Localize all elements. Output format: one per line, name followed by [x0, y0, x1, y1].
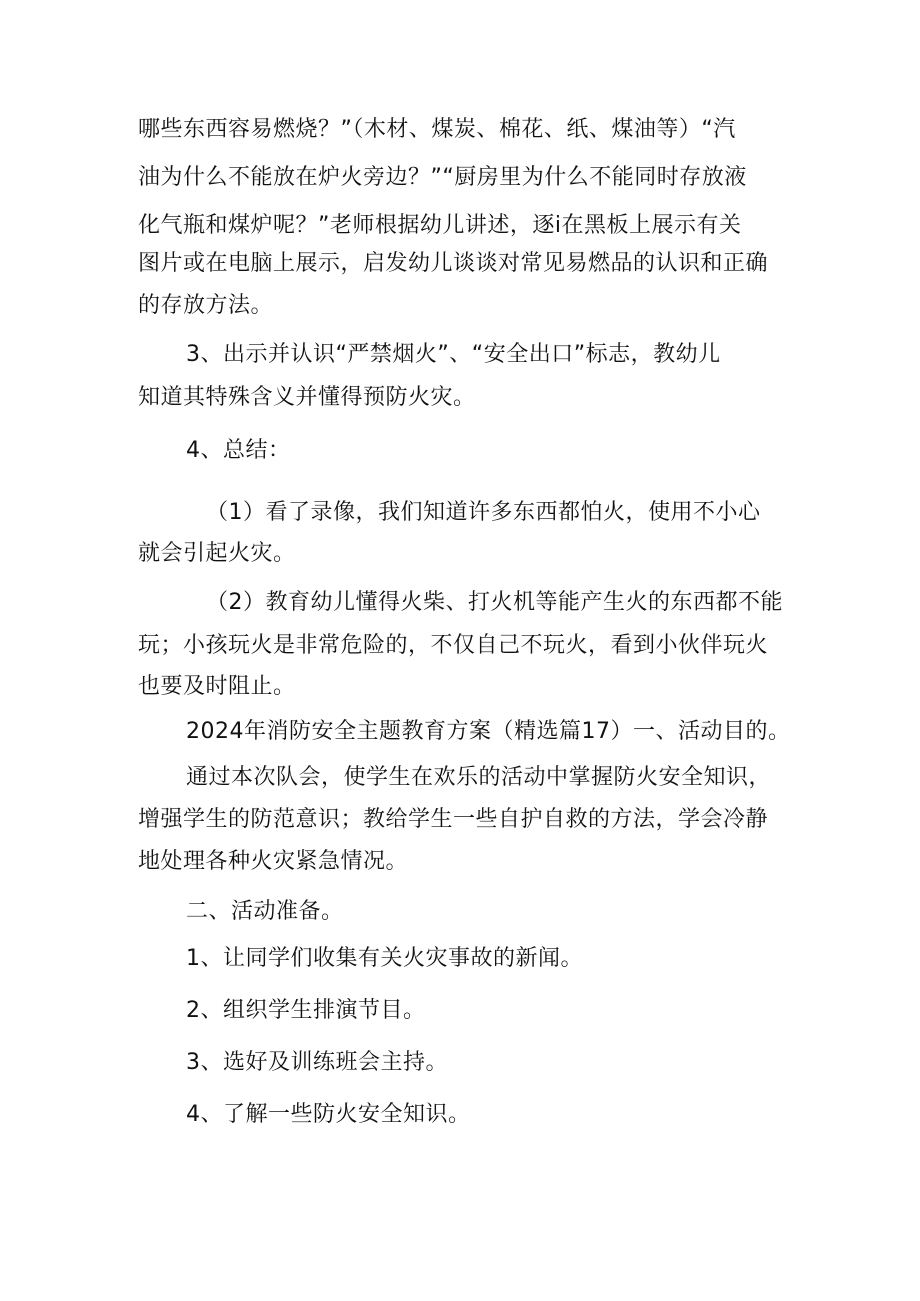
text-line: 图片或在电脑上展示，启发幼儿谈谈对常见易燃品的认识和正确	[138, 251, 769, 276]
text-line: 通过本次队会，使学生在欢乐的活动中掌握防火安全知识，	[186, 765, 772, 790]
text-line: 哪些东西容易燃烧？”（木材、煤炭、棉花、纸、煤油等）“汽	[138, 117, 736, 142]
text-line: 2、组织学生排演节目。	[186, 998, 426, 1023]
text-line: 知道其特殊含义并懂得预防火灾。	[138, 385, 476, 410]
text-line: 2024年消防安全主题教育方案（精选篇17）一、活动目的。	[186, 719, 791, 744]
text-line: 地处理各种火灾紧急情况。	[138, 849, 409, 874]
text-line: 油为什么不能放在炉火旁边？”“厨房里为什么不能同时存放液	[138, 165, 747, 190]
text-line: 3、选好及训练班会主持。	[186, 1050, 448, 1075]
text-line: 玩；小孩玩火是非常危险的，不仅自己不玩火，看到小伙伴玩火	[138, 633, 769, 658]
text-line: 4、总结：	[186, 438, 291, 463]
text-line: （2）教育幼儿懂得火柴、打火机等能产生火的东西都不能	[206, 590, 783, 615]
text-line: 增强学生的防范意识；教给学生一些自护自救的方法，学会冷静	[138, 807, 769, 832]
text-line: （1）看了录像，我们知道许多东西都怕火，使用不小心	[206, 500, 761, 525]
text-line: 3、出示并认识“严禁烟火”、“安全出口”标志，教幼儿	[186, 342, 721, 367]
text-line: 4、了解一些防火安全知识。	[186, 1102, 471, 1127]
text-line: 二、活动准备。	[186, 899, 344, 924]
text-line: 就会引起火灾。	[138, 541, 296, 566]
text-line: 也要及时阻止。	[138, 674, 296, 699]
text-line: 1、让同学们收集有关火灾事故的新闻。	[186, 946, 583, 971]
text-line: 化气瓶和煤炉呢？”老师根据幼儿讲述，逐i在黑板上展示有关	[138, 213, 742, 238]
text-line: 的存放方法。	[138, 293, 274, 318]
